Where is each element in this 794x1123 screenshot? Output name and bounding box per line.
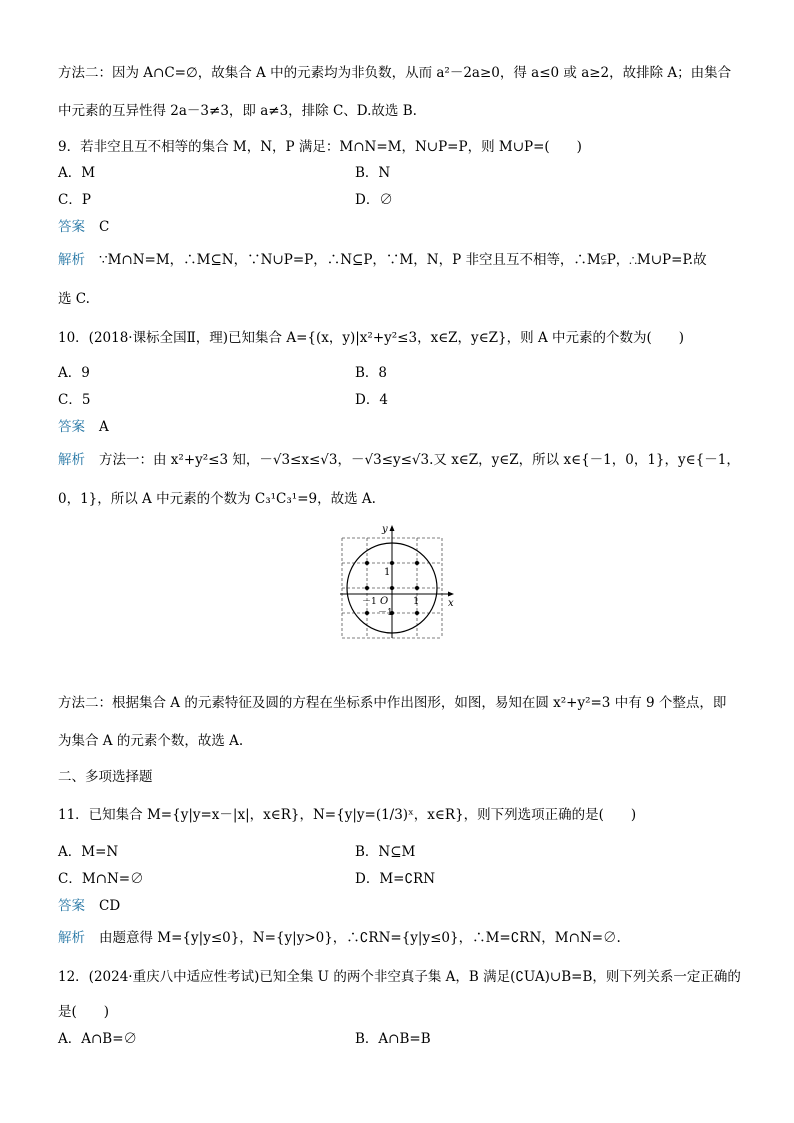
answer-value: CD [99,898,121,914]
question-10: 10．(2018·课标全国Ⅱ，理)已知集合 A={(x，y)|x²+y²≤3，x∈Z，y∈Z}，则 A 中元素的个数为( ) [58,330,685,346]
section-heading: 二、多项选择题 [58,769,153,785]
q11-option-b: B．N⊆M [355,844,416,860]
q9-option-d: D．∅ [355,192,393,208]
q9-explanation-line2: 选 C. [58,291,90,307]
q12-option-b: B．A∩B=B [355,1031,431,1047]
explanation-label: 解析 [58,930,85,946]
q10-option-c: C．5 [58,392,91,408]
explanation-text: 由题意得 M={y|y≤0}，N={y|y>0}，∴∁RN={y|y≤0}，∴M=∁RN，M∩N=∅. [99,930,621,946]
q9-explanation [58,251,707,269]
q10-explanation [58,451,740,469]
q9-option-c: C．P [58,192,91,208]
q11-option-d: D．M=∁RN [355,871,436,887]
y-axis-label: y [382,524,388,535]
answer-label: 答案 [58,219,85,235]
q9-option-a: A．M [58,165,96,181]
q9-answer [58,218,109,236]
lattice-circle-figure [338,522,460,642]
question-12-line2: 是( ) [58,1004,110,1020]
x-axis-arrow [448,592,454,597]
method2-line1: 方法二：因为 A∩C=∅，故集合 A 中的元素均为非负数，从而 a²－2a≥0，得 a≤0 或 a≥2，故排除 A；由集合 [58,65,732,81]
explanation-label: 解析 [58,452,85,468]
y-axis-arrow [390,525,395,531]
explanation-text: ∵M∩N=M，∴M⊆N，∵N∪P=P，∴N⊆P，∵M，N，P 非空且互不相等，∴M⫋P，∴M∪P=P.故 [99,252,707,268]
method2-q10-line1: 方法二：根据集合 A 的元素特征及圆的方程在坐标系中作出图形，如图，易知在圆 x²+y²=3 中有 9 个整点，即 [58,695,727,711]
question-12: 12．(2024·重庆八中适应性考试)已知全集 U 的两个非空真子集 A，B 满足(∁UA)∪B=B，则下列关系一定正确的 [58,969,741,985]
q10-answer [58,418,109,436]
y-tick-neg1: －1 [378,608,393,618]
method2-q10-line2: 为集合 A 的元素个数，故选 A. [58,733,244,749]
y-tick-1: 1 [384,567,391,578]
answer-value: A [99,419,109,435]
explanation-label: 解析 [58,252,85,268]
q10-option-d: D．4 [355,392,388,408]
question-9: 9．若非空且互不相等的集合 M，N，P 满足：M∩N=M，N∪P=P，则 M∪P=( ) [58,139,582,155]
origin-label: O [380,596,389,607]
q11-option-a: A．M=N [58,844,119,860]
q11-option-c: C．M∩N=∅ [58,871,144,887]
explanation-text: 方法一：由 x²+y²≤3 知，－√3≤x≤√3，－√3≤y≤√3.又 x∈Z，y∈Z，所以 x∈{－1，0，1}，y∈{－1， [99,452,740,468]
q10-option-b: B．8 [355,365,388,381]
answer-label: 答案 [58,419,85,435]
method2-line2: 中元素的互异性得 2a－3≠3，即 a≠3，排除 C、D.故选 B. [58,103,417,119]
x-tick-1: 1 [413,596,420,607]
answer-value: C [99,219,110,235]
q10-explanation-line2: 0，1}，所以 A 中元素的个数为 C₃¹C₃¹=9，故选 A. [58,491,376,507]
q10-option-a: A．9 [58,365,90,381]
question-11: 11．已知集合 M={y|y=x－|x|，x∈R}，N={y|y=(1/3)ˣ，x∈R}，则下列选项正确的是( ) [58,807,637,823]
answer-label: 答案 [58,898,85,914]
q11-answer [58,897,120,915]
q11-explanation [58,929,621,947]
q9-option-b: B．N [355,165,391,181]
x-tick-neg1: －1 [362,597,377,607]
q12-option-a: A．A∩B=∅ [58,1031,138,1047]
x-axis-label: x [448,598,454,609]
